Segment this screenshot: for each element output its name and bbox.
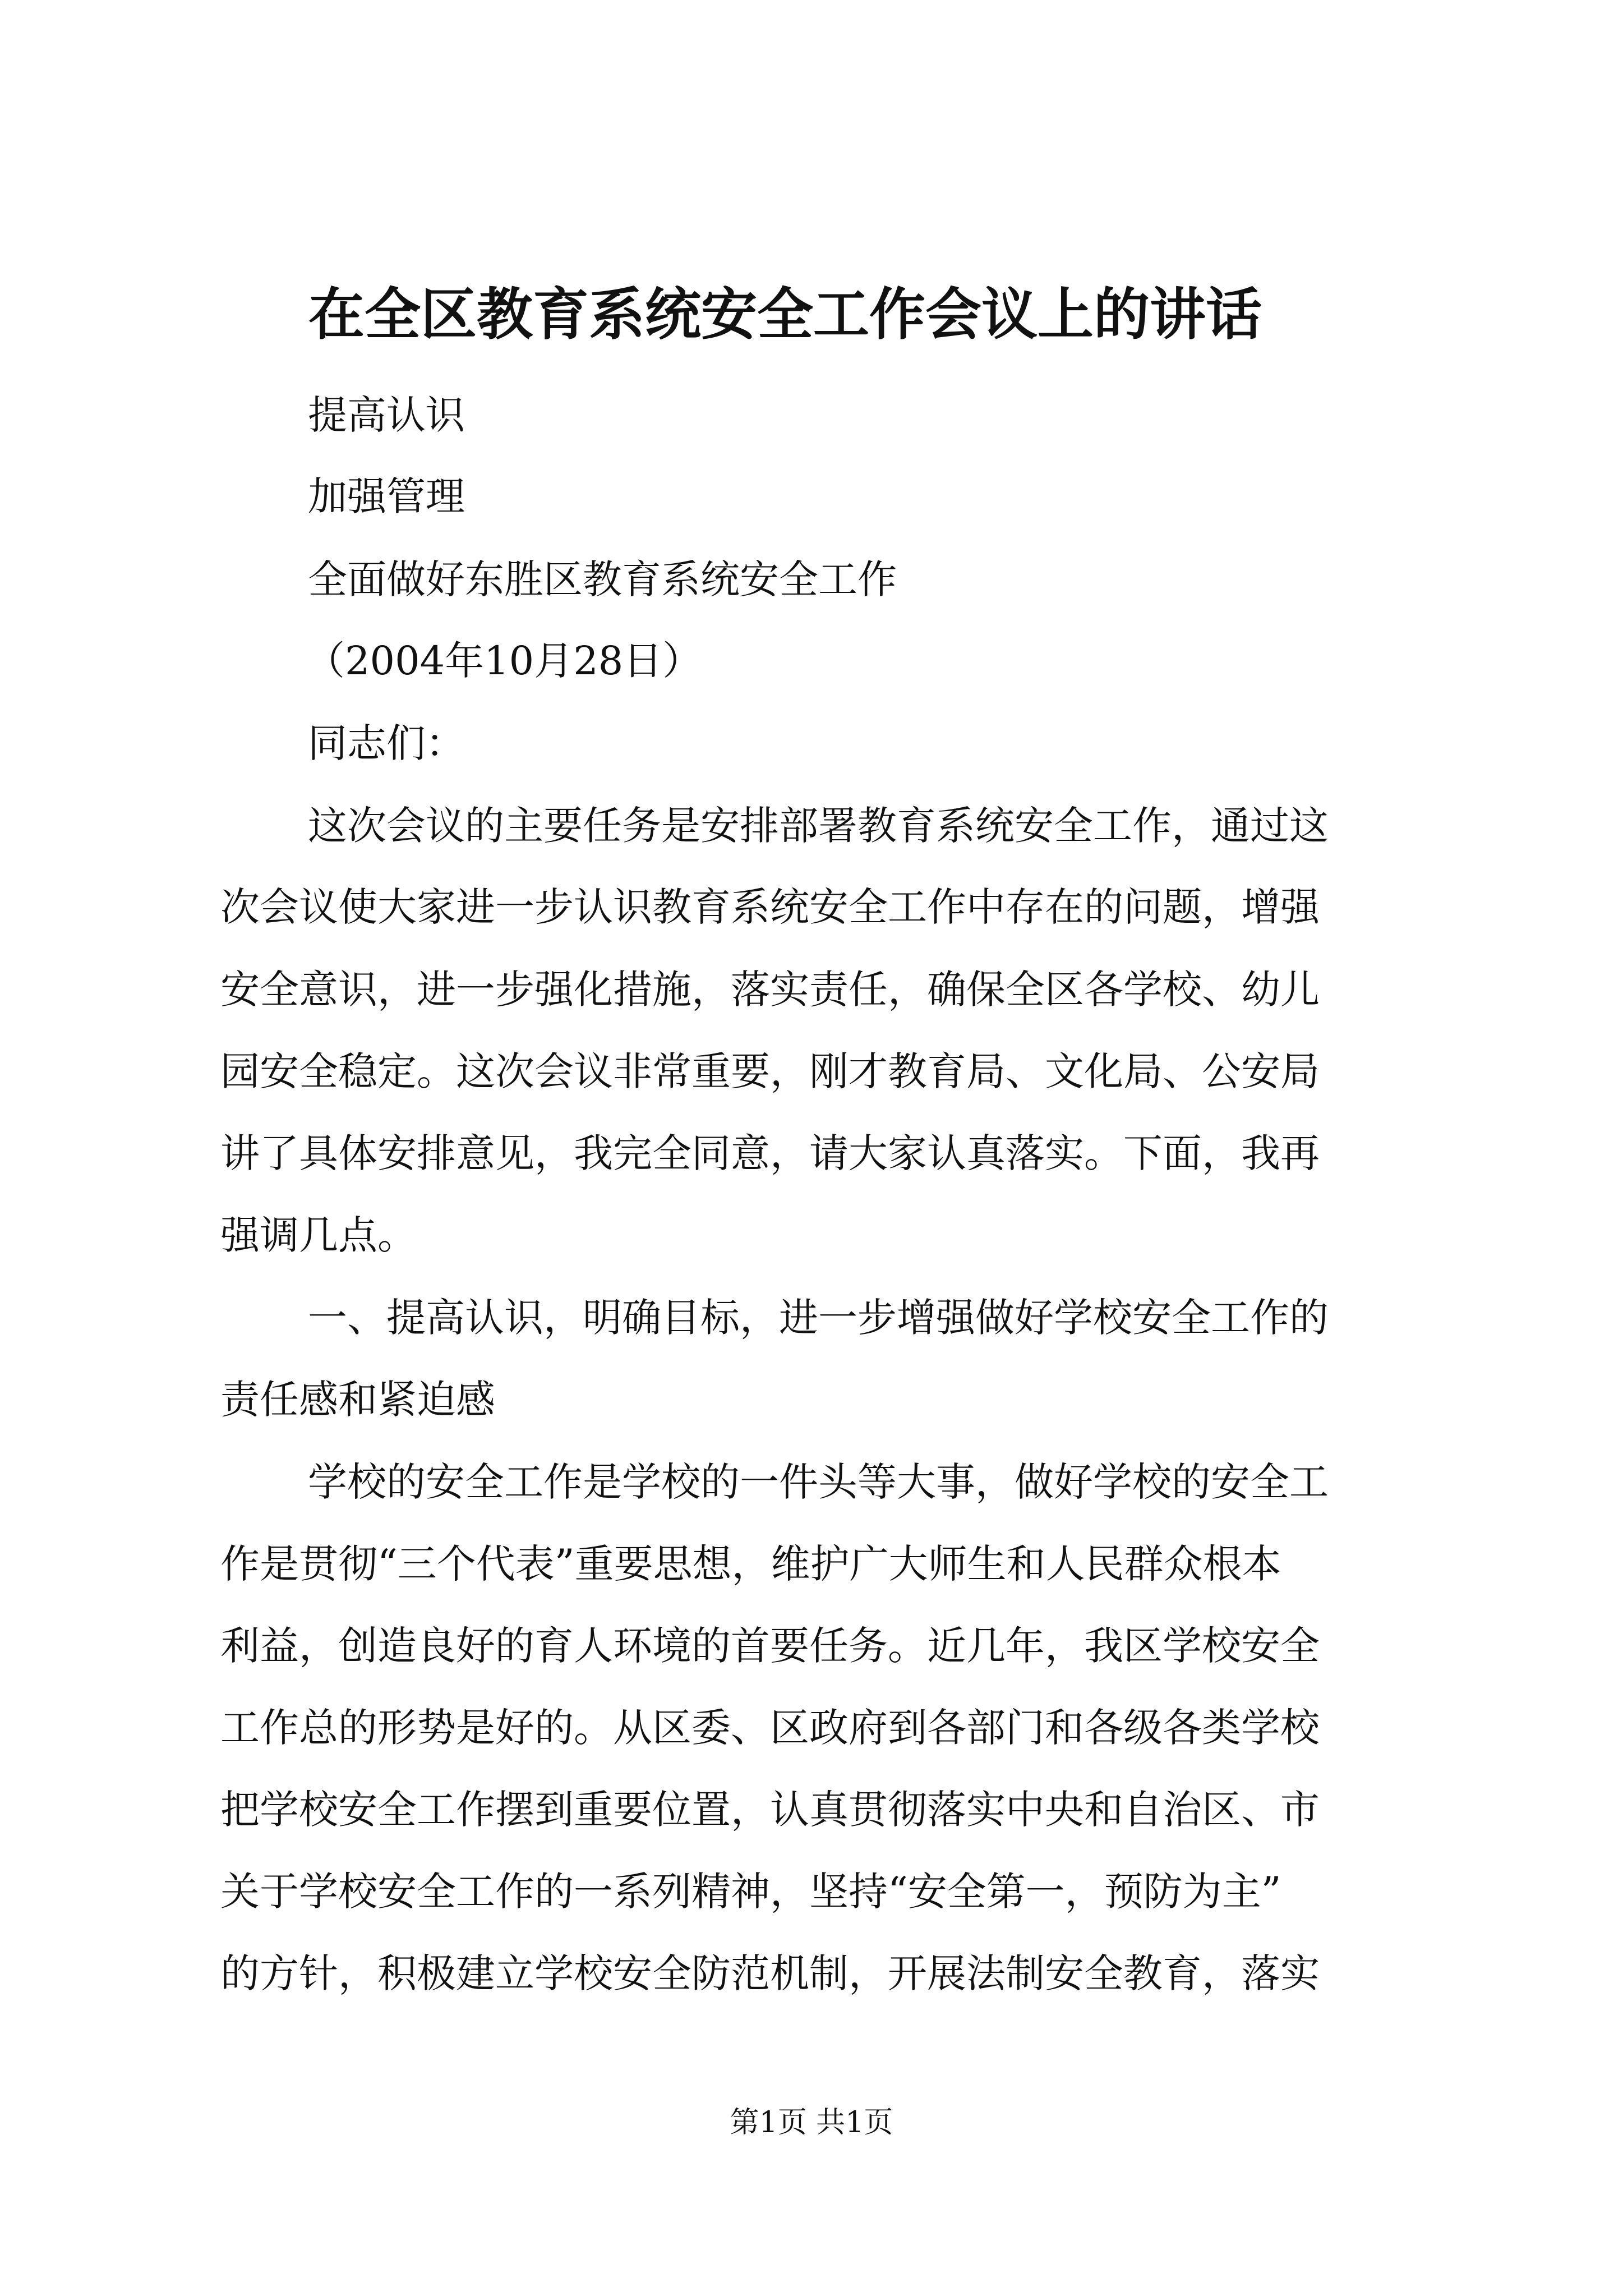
paragraph-line: 利益，创造良好的育人环境的首要任务。近几年，我区学校安全	[220, 1623, 1320, 1669]
salutation: 同志们：	[308, 720, 465, 766]
paragraph-line: 这次会议的主要任务是安排部署教育系统安全工作，通过这	[308, 803, 1329, 849]
date-line: （2004年10月28日）	[306, 638, 702, 684]
paragraph-line: 把学校安全工作摆到重要位置，认真贯彻落实中央和自治区、市	[220, 1787, 1320, 1833]
subtitle-line: 全面做好东胜区教育系统安全工作	[308, 556, 897, 602]
paragraph-line: 关于学校安全工作的一系列精神，坚持“安全第一，预防为主”	[220, 1869, 1281, 1915]
paragraph-line: 园安全稳定。这次会议非常重要，刚才教育局、文化局、公安局	[220, 1048, 1320, 1094]
document-title: 在全区教育系统安全工作会议上的讲话	[308, 281, 1262, 347]
subtitle-line: 提高认识	[308, 392, 465, 438]
paragraph-line: 的方针，积极建立学校安全防范机制，开展法制安全教育，落实	[220, 1950, 1320, 1996]
paragraph-line: 工作总的形势是好的。从区委、区政府到各部门和各级各类学校	[220, 1705, 1320, 1751]
paragraph-line: 作是贯彻“三个代表”重要思想，维护广大师生和人民群众根本	[220, 1541, 1281, 1587]
paragraph-line: 学校的安全工作是学校的一件头等大事，做好学校的安全工	[308, 1459, 1329, 1505]
section-heading-line: 一、提高认识，明确目标，进一步增强做好学校安全工作的	[308, 1295, 1329, 1341]
paragraph-line: 安全意识，进一步强化措施，落实责任，确保全区各学校、幼儿	[220, 967, 1320, 1013]
subtitle-line: 加强管理	[308, 473, 465, 519]
paragraph-line: 次会议使大家进一步认识教育系统安全工作中存在的问题，增强	[220, 884, 1320, 930]
paragraph-line: 讲了具体安排意见，我完全同意，请大家认真落实。下面，我再	[220, 1130, 1320, 1176]
page-footer: 第1页 共1页	[730, 2106, 893, 2139]
paragraph-line: 强调几点。	[220, 1212, 417, 1258]
section-heading-line: 责任感和紧迫感	[220, 1377, 495, 1423]
